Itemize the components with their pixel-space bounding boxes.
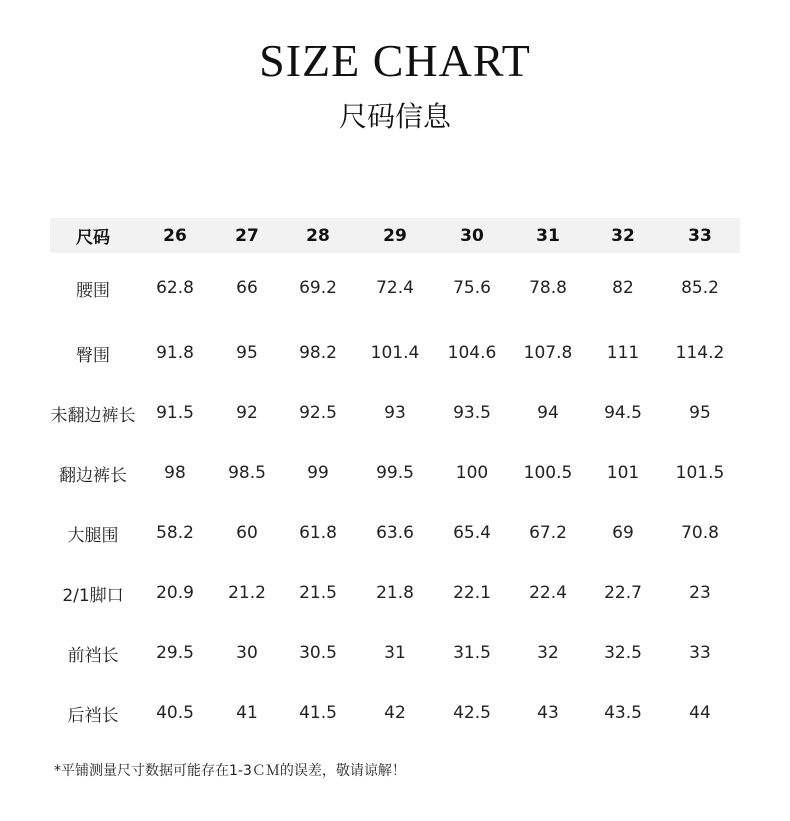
table-cell: 61.8 [299,523,337,543]
row-label: 未翻边裤长 [50,405,136,426]
table-cell: 33 [689,643,711,663]
table-cell: 99 [307,463,329,483]
table-cell: 22.1 [453,583,491,603]
table-cell: 42 [384,703,406,723]
table-cell: 40.5 [156,703,194,723]
table-cell: 62.8 [156,278,194,298]
table-header-row [50,218,740,253]
table-cell: 101.5 [675,463,725,483]
table-cell: 41.5 [299,703,337,723]
table-cell: 85.2 [681,278,719,298]
measurement-footnote: *平铺测量尺寸数据可能存在1-3ＣＭ的误差，敬请谅解！ [54,763,406,779]
row-label: 臀围 [76,345,110,366]
table-cell: 93 [384,403,406,423]
table-cell: 30.5 [299,643,337,663]
table-cell: 95 [236,343,258,363]
column-header: 29 [383,225,407,246]
table-cell: 111 [606,343,640,363]
column-header: 32 [611,225,635,246]
table-cell: 31 [384,643,406,663]
table-cell: 92.5 [299,403,337,423]
row-label: 腰围 [76,280,110,301]
column-header: 33 [688,225,712,246]
column-header: 30 [460,225,484,246]
table-cell: 94 [537,403,559,423]
column-header: 尺码 [76,228,110,248]
table-cell: 101.4 [370,343,420,363]
table-cell: 21.8 [376,583,414,603]
table-cell: 91.5 [156,403,194,423]
size-table [50,218,740,743]
table-cell: 93.5 [453,403,491,423]
table-row [50,323,740,383]
table-cell: 43 [537,703,559,723]
table-cell: 23 [689,583,711,603]
table-cell: 58.2 [156,523,194,543]
table-cell: 32 [537,643,559,663]
table-cell: 67.2 [529,523,567,543]
table-cell: 32.5 [604,643,642,663]
table-cell: 98.2 [299,343,337,363]
table-cell: 20.9 [156,583,194,603]
table-cell: 101 [606,463,640,483]
row-label: 大腿围 [67,525,119,546]
table-cell: 22.4 [529,583,567,603]
table-cell: 107.8 [523,343,573,363]
table-cell: 70.8 [681,523,719,543]
table-row [50,503,740,563]
table-cell: 94.5 [604,403,642,423]
table-cell: 99.5 [376,463,414,483]
table-row [50,683,740,743]
table-cell: 114.2 [675,343,725,363]
table-cell: 69 [612,523,634,543]
table-cell: 78.8 [529,278,567,298]
table-cell: 21.2 [228,583,266,603]
table-row [50,563,740,623]
column-header: 27 [235,225,259,246]
table-cell: 100 [455,463,489,483]
page-subtitle: 尺码信息 [338,100,451,133]
table-cell: 43.5 [604,703,642,723]
table-cell: 41 [236,703,258,723]
table-row [50,253,740,323]
table-cell: 60 [236,523,258,543]
row-label: 后裆长 [67,705,119,726]
table-cell: 65.4 [453,523,491,543]
table-cell: 63.6 [376,523,414,543]
column-header: 28 [306,225,330,246]
table-cell: 42.5 [453,703,491,723]
table-cell: 29.5 [156,643,194,663]
table-cell: 75.6 [453,278,491,298]
row-label: 前裆长 [67,645,119,666]
table-cell: 44 [689,703,711,723]
table-cell: 104.6 [447,343,497,363]
row-label: 翻边裤长 [59,465,127,486]
row-label: 2/1脚口 [62,585,124,606]
table-body [50,253,740,743]
table-cell: 98.5 [228,463,266,483]
table-row [50,623,740,683]
column-header: 26 [163,225,187,246]
table-row [50,383,740,443]
table-cell: 82 [612,278,634,298]
table-cell: 66 [236,278,258,298]
table-cell: 92 [236,403,258,423]
table-cell: 100.5 [523,463,573,483]
page-title: SIZE CHART [259,35,531,86]
table-row [50,443,740,503]
table-cell: 30 [236,643,258,663]
table-cell: 72.4 [376,278,414,298]
table-cell: 91.8 [156,343,194,363]
table-cell: 21.5 [299,583,337,603]
table-cell: 98 [164,463,186,483]
table-cell: 22.7 [604,583,642,603]
table-cell: 69.2 [299,278,337,298]
table-cell: 31.5 [453,643,491,663]
column-header: 31 [536,225,560,246]
table-cell: 95 [689,403,711,423]
